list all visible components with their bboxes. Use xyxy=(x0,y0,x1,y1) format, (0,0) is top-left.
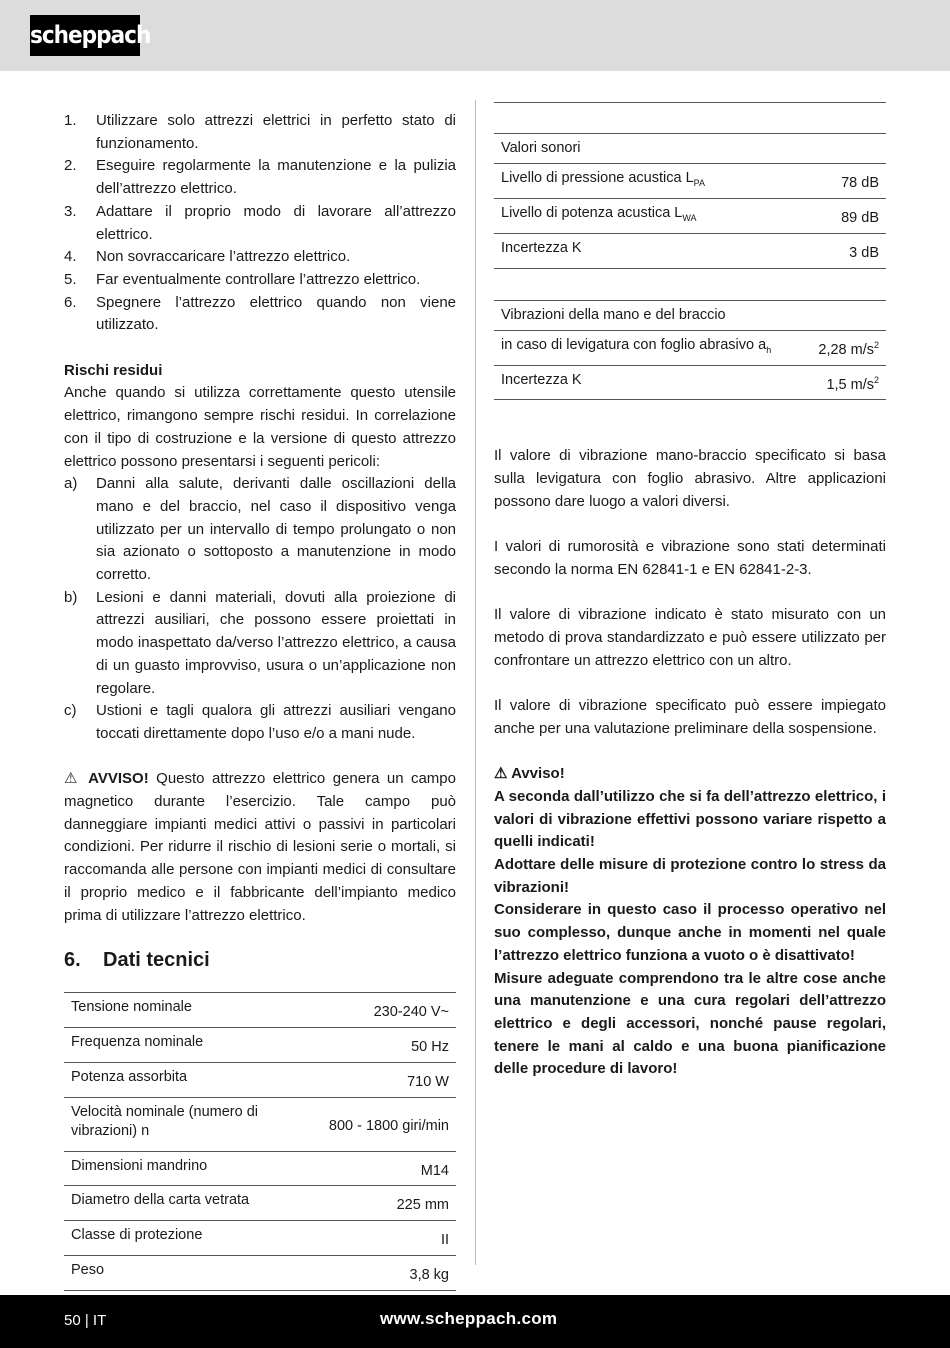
item-number: 3. xyxy=(64,202,77,220)
item-text: Spegnere l’attrezzo elettrico quando non viene utilizzato. xyxy=(96,293,456,334)
section-heading: 6. Dati tecnici xyxy=(64,949,210,972)
paragraph: Il valore di vibrazione mano-braccio specificato si basa sulla levigatura con foglio abrasivo. Altre applicazioni possono dare luogo a valori diversi. xyxy=(494,447,886,510)
warning-icon: ⚠ xyxy=(494,765,512,783)
spec-label: Tensione nominale xyxy=(64,992,322,1027)
list-item xyxy=(64,110,456,155)
spec-value: II xyxy=(322,1221,456,1256)
spec-label: in caso di levigatura con foglio abrasivo $a_h$ xyxy=(494,330,804,365)
item-text: Non sovraccaricare l’attrezzo elettrico. xyxy=(96,248,351,266)
table-title: Vibrazioni della mano e del braccio xyxy=(494,300,886,330)
vibration-notes xyxy=(494,445,886,740)
table-row xyxy=(64,1097,456,1151)
spec-value: 2,28 $m/s^2$ xyxy=(804,330,886,365)
spec-label: Livello di potenza acustica $L_{WA}$ xyxy=(494,198,811,233)
spec-label: Diametro della carta vetrata xyxy=(64,1186,322,1221)
residual-risks-list xyxy=(64,473,456,745)
item-number: 6. xyxy=(64,293,77,311)
spec-value: 710 W xyxy=(322,1062,456,1097)
list-item xyxy=(64,587,456,701)
item-text: Far eventualmente controllare l’attrezzo elettrico. xyxy=(96,270,421,288)
spec-label: Incertezza K xyxy=(494,233,811,268)
item-number: b) xyxy=(64,588,78,606)
paragraph: Il valore di vibrazione indicato è stato misurato con un metodo di prova standardizzato e può essere utilizzato per confrontare un attrezzo elettrico con un altro. xyxy=(494,606,886,669)
residual-risks-heading: Rischi residui xyxy=(64,361,163,379)
spec-value: M14 xyxy=(322,1151,456,1186)
magnetic-field-warning: ⚠ AVVISO! Questo attrezzo elettrico genera un campo magnetico durante l’esercizio. Tale campo può danneggiare impianti medici attivi o passivi in particolari condizioni. Per ridurre il rischio di lesioni serie o mortali, si raccomanda alle persone con impianti medici di consultare il proprio medico e il fabbricante dell’impianto medico prima di utilizzare l’attrezzo elettrico. xyxy=(64,770,456,924)
table-row xyxy=(494,330,886,365)
spec-label: Velocità nominale (numero di vibrazioni) n xyxy=(64,1097,322,1151)
list-item xyxy=(64,201,456,246)
spec-value: 89 dB xyxy=(811,198,886,233)
spec-value: 78 dB xyxy=(811,164,886,199)
list-item xyxy=(64,700,456,745)
scheppach-logo: scheppach xyxy=(30,15,140,56)
item-number: a) xyxy=(64,475,78,493)
page-number: 50 | IT xyxy=(64,1312,107,1329)
table-row xyxy=(64,1062,456,1097)
page-header xyxy=(0,0,950,71)
safety-steps-list xyxy=(64,110,456,337)
spec-label: Classe di protezione xyxy=(64,1221,322,1256)
table-row xyxy=(64,1221,456,1256)
item-number: 5. xyxy=(64,270,77,288)
warning-icon: ⚠ xyxy=(64,770,89,788)
spec-label: Peso xyxy=(64,1256,322,1291)
spec-label: Incertezza K xyxy=(494,365,804,400)
table-row xyxy=(494,365,886,400)
website-link[interactable]: www.scheppach.com xyxy=(380,1309,558,1328)
item-number: 4. xyxy=(64,248,77,266)
item-number: 2. xyxy=(64,157,77,175)
item-text: Utilizzare solo attrezzi elettrici in perfetto stato di funzionamento. xyxy=(96,112,456,152)
right-column xyxy=(494,102,886,1081)
item-number: 1. xyxy=(64,112,77,129)
spec-label: Potenza assorbita xyxy=(64,1062,322,1097)
residual-risks-intro: Anche quando si utilizza correttamente questo utensile elettrico, rimangono sempre rischi residui. In correlazione con il tipo di costruzione e la versione di questo attrezzo elettrico possono presentarsi i seguenti pericoli: xyxy=(64,384,456,470)
warning-line: Misure adeguate comprendono tra le altre cose anche una manutenzione e una cura regolari dell’attrezzo elettrico e degli accessori, nonché pause regolari, tenere le mani al caldo e una buona pianificazione delle procedure di lavoro! xyxy=(494,969,886,1078)
item-text: Eseguire regolarmente la manutenzione e la pulizia dell’attrezzo elettrico. xyxy=(96,157,456,198)
table-header-row xyxy=(494,300,886,330)
left-column xyxy=(64,110,456,1291)
list-item xyxy=(64,155,456,200)
column-divider xyxy=(475,100,476,1265)
table-row xyxy=(494,198,886,233)
paragraph: I valori di rumorosità e vibrazione sono stati determinati secondo la norma EN 62841-1 e EN 62841-2-3. xyxy=(494,538,886,578)
paragraph: Il valore di vibrazione specificato può essere impiegato anche per una valutazione preliminare della sospensione. xyxy=(494,697,886,737)
spec-value: 50 Hz xyxy=(322,1027,456,1062)
item-number: c) xyxy=(64,702,77,720)
spec-value: 800 - 1800 giri/min xyxy=(322,1097,456,1151)
list-item xyxy=(64,292,456,337)
spec-value: 3 dB xyxy=(811,233,886,268)
table-row xyxy=(494,233,886,268)
table-row xyxy=(494,164,886,199)
warning-line: A seconda dall’utilizzo che si fa dell’attrezzo elettrico, i valori di vibrazione effettivi possono variare rispetto a quelli indicati! xyxy=(494,787,886,851)
table-row xyxy=(64,1027,456,1062)
warning-line: Considerare in questo caso il processo operativo nel suo complesso, dunque anche in momenti nel quale l’attrezzo elettrico funziona a vuoto o è disattivato! xyxy=(494,901,886,964)
spec-value: 225 mm xyxy=(322,1186,456,1221)
table-row xyxy=(64,1186,456,1221)
sound-values-table xyxy=(494,133,886,269)
item-text: Adattare il proprio modo di lavorare all’attrezzo elettrico. xyxy=(96,202,456,243)
warning-line: Adottare delle misure di protezione contro lo stress da vibrazioni! xyxy=(494,856,886,896)
spec-label: Frequenza nominale xyxy=(64,1027,322,1062)
table-title: Valori sonori xyxy=(494,134,886,164)
list-item xyxy=(64,269,456,292)
spec-value: 1,5 $m/s^2$ xyxy=(804,365,886,400)
spec-label: Dimensioni mandrino xyxy=(64,1151,322,1186)
table-row xyxy=(64,1256,456,1291)
item-text: Lesioni e danni materiali, dovuti alla proiezione di attrezzi ausiliari, che possono essere proiettati in modo inaspettato da/verso l’attrezzo elettrico, a causa di un guasto improvviso, usura o un’applicazione non regolare. xyxy=(96,588,456,697)
table-row xyxy=(64,992,456,1027)
tech-specs-table xyxy=(64,992,456,1291)
spec-value: 3,8 kg xyxy=(322,1256,456,1291)
table-row xyxy=(64,1151,456,1186)
list-item xyxy=(64,473,456,587)
page-footer xyxy=(0,1295,950,1348)
spec-label: Livello di pressione acustica $L_{PA}$ xyxy=(494,164,811,199)
spec-value: 230-240 V~ xyxy=(322,992,456,1027)
vibration-table xyxy=(494,300,886,401)
item-text: Danni alla salute, derivanti dalle oscillazioni della mano e del braccio, nel caso il dispositivo venga utilizzato per un intervallo di tempo prolungato o non sia azionato o sottoposto a manutenzione in modo corretto. xyxy=(96,475,456,584)
list-item xyxy=(64,246,456,269)
item-text: Ustioni e tagli qualora gli attrezzi ausiliari vengano toccati direttamente dopo l’uso e/o a mani nude. xyxy=(96,702,456,742)
vibration-warning: ⚠ Avviso! A seconda dall’utilizzo che si fa dell’attrezzo elettrico, i valori di vibrazione effettivi possono variare rispetto a quelli indicati! Adottare delle misure di protezione contro lo stress da vibrazioni! Considerare in questo caso il processo operativo nel suo complesso, dunque anche in momenti nel quale l’attrezzo elettrico funziona a vuoto o è disattivato! Misure adeguate comprendono tra le altre cose anche una manutenzione e una cura regolari dell’attrezzo elettrico e degli accessori, nonché pause regolari, tenere le mani al caldo e una buona pianificazione delle procedure di lavoro! xyxy=(494,763,886,1081)
table-header-row xyxy=(494,134,886,164)
